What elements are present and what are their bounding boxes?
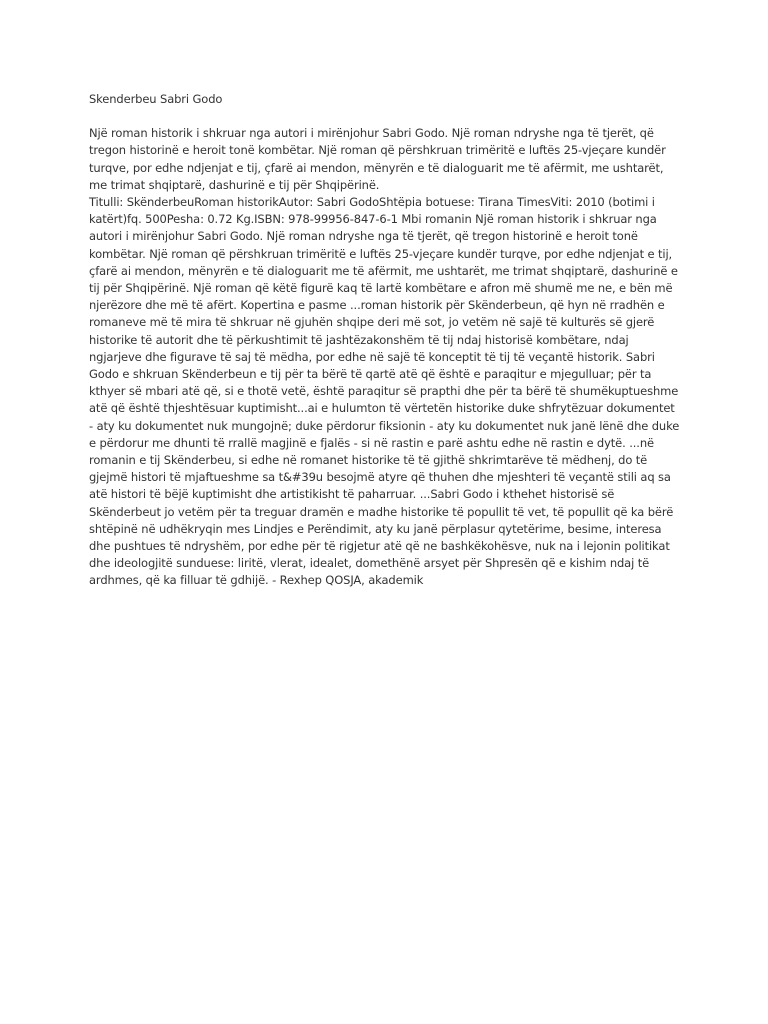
intro-paragraph: Një roman historik i shkruar nga autori i mirënjohur Sabri Godo. Një roman ndryshe nga të tjerët, që tregon historinë e heroit tonë kombëtar. Një roman që përshkruan trimëritë e luftës 25-vjeçare kundër turqve, por edhe ndjenjat e tij, çfarë ai mendon, mënyrën e të dialoguarit me të afërmit, me ushtarët, me trimat shqiptarë, dashurinë e tij për Shqipërinë. bbox=[89, 126, 666, 192]
document-page bbox=[89, 91, 681, 590]
details-paragraph: Titulli: SkënderbeuRoman historikAutor: Sabri GodoShtëpia botuese: Tirana TimesViti: 2010 (botimi i katërt)fq. 500Pesha: 0.72 Kg.ISBN: 978-99956-847-6-1 Mbi romanin Një roman historik i shkruar nga autori i mirënjohur Sabri Godo. Një roman ndryshe nga të tjerët, që tregon historinë e heroit tonë kombëtar. Një roman që përshkruan trimëritë e luftës 25-vjeçare kundër turqve, por edhe ndjenjat e tij, çfarë ai mendon, mënyrën e të dialoguarit me të afërmit, me ushtarët, me trimat shqiptarë, dashurinë e tij për Shqipërinë. Një roman që këtë figurë kaq të lartë kombëtare e afron më shumë me ne, e bën më njerëzore dhe më të afërt. Kopertina e pasme ...roman historik për Skënderbeun, që hyn në rradhën e romaneve më të mira të shkruar në gjuhën shqipe deri më sot, jo vetëm në sajë të kulturës së gjerë historike të autorit dhe të përkushtimit të jashtëzakonshëm të tij ndaj historisë kombëtare, ndaj ngjarjeve dhe figurave të saj të mëdha, por edhe në sajë të konceptit të tij të veçantë historik. Sabri Godo e shkruan Skënderbeun e tij për ta bërë të qartë atë që është e paraqitur e mjegulluar; për ta kthyer së mbari atë që, si e thotë vetë, është paraqitur së prapthi dhe për ta bërë të shumëkuptueshme atë që është thjeshtësuar kuptimisht...ai e hulumton të vërtetën historike duke shfrytëzuar dokumentet - aty ku dokumentet nuk mungojnë; duke përdorur fiksionin - aty ku dokumentet nuk janë lënë dhe duke e përdorur me dhunti të rrallë magjinë e fjalës - si në rastin e parë ashtu edhe në rastin e dytë. ...në romanin e tij Skënderbeu, si edhe në romanet historike të të gjithë shkrimtarëve të mëdhenj, do të gjejmë histori të mjaftueshme sa t&#39u besojmë atyre që thuhen dhe mjeshteri të veçantë stili aq sa atë histori të bëjë kuptimisht dhe artistikisht të paharruar. ...Sabri Godo i kthehet historisë së Skënderbeut jo vetëm për ta treguar dramën e madhe historike të popullit të vet, të popullit që ka bërë shtëpinë në udhëkryqin mes Lindjes e Perëndimit, aty ku janë përplasur qytetërime, besime, interesa dhe pushtues të ndryshëm, por edhe për të rigjetur atë që ne bashkëkohësve, nuk na i lejonin politikat dhe ideologjitë sunduese: liritë, vlerat, idealet, domethënë arsyet për Shpresën që e kishim ndaj të ardhmes, që ka filluar të gdhijë. - Rexhep QOSJA, akademik bbox=[89, 195, 680, 588]
document-title: Skenderbeu Sabri Godo bbox=[89, 92, 223, 106]
